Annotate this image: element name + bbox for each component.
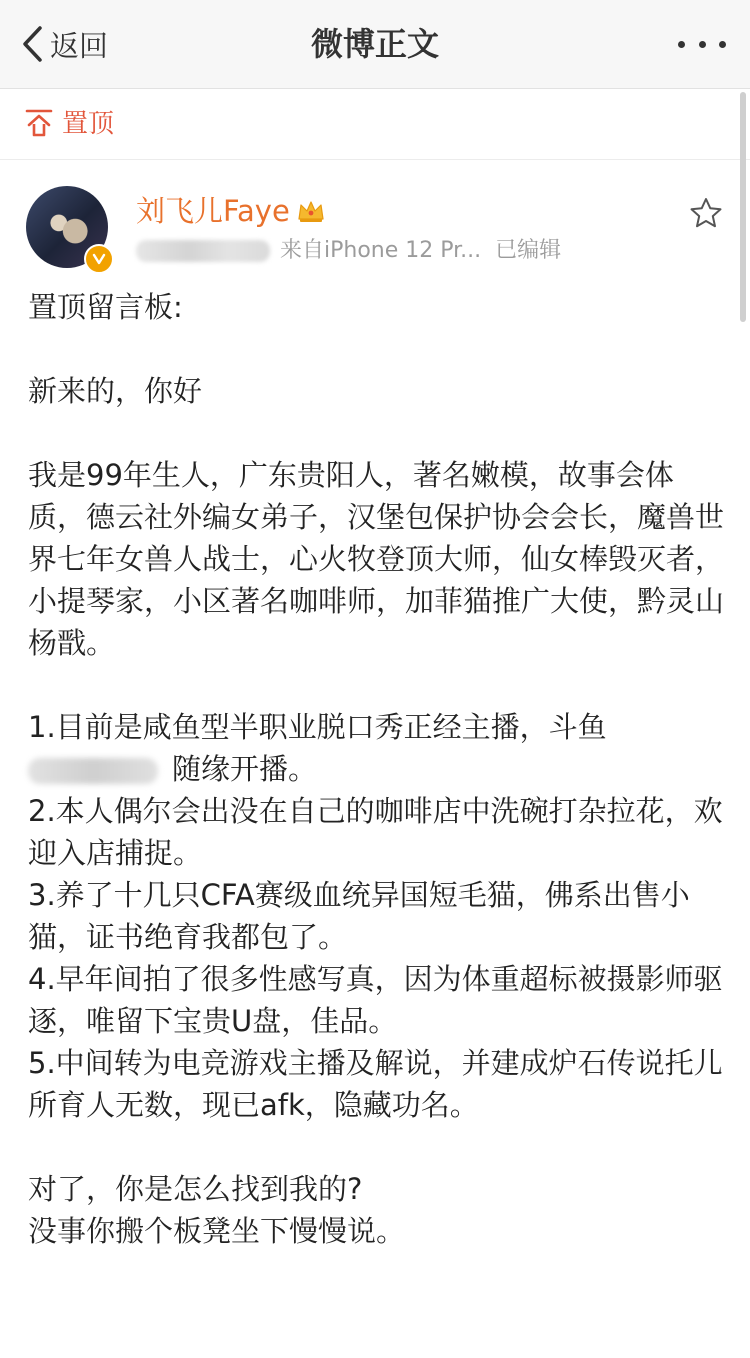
- page-title: 微博正文: [310, 25, 439, 63]
- list-item: [28, 706, 728, 790]
- list-item: 3.养了十几只CFA赛级血统异国短毛猫，佛系出售小猫，证书绝育我都包了。: [28, 878, 690, 954]
- pin-bar: [0, 89, 750, 160]
- post-content: [28, 286, 728, 1252]
- edited-label: 已编辑: [495, 238, 562, 263]
- post-source: 来自iPhone 12 Pr...: [280, 238, 482, 263]
- post-intro: 我是99年生人，广东贵阳人，著名嫩模，故事会体质，德云社外编女弟子，汉堡包保护协会会长，魔兽世界七年女兽人战士，心火牧登顶大师，仙女棒毁灭者，小提琴家，小区著名咖啡师，加菲猫推广大使，黔灵山杨戬。: [28, 458, 725, 660]
- list-item: 4.早年间拍了很多性感写真，因为体重超标被摄影师驱逐，唯留下宝贵U盘，佳品。: [28, 962, 723, 1038]
- navbar: [0, 0, 750, 89]
- list-item: 5.中间转为电竞游戏主播及解说，并建成炉石传说托儿所育人无数，现已afk，隐藏功名。: [28, 1046, 723, 1122]
- pin-top-icon: [24, 108, 54, 138]
- list-item: 2.本人偶尔会出没在自己的咖啡店中洗碗打杂拉花，欢迎入店捕捉。: [28, 794, 723, 870]
- more-dot-icon: [699, 41, 706, 48]
- verified-badge-icon: [84, 244, 114, 274]
- scrollbar[interactable]: [740, 92, 746, 322]
- blurred-timestamp: [136, 240, 270, 262]
- list-item-text: 1.目前是咸鱼型半职业脱口秀正经主播，斗鱼: [28, 710, 607, 744]
- pin-label: 置顶: [62, 109, 115, 139]
- post-closing: 对了，你是怎么找到我的?: [28, 1172, 363, 1206]
- blurred-room-id: [28, 758, 158, 784]
- author-name-text: 刘飞儿Faye: [136, 194, 290, 228]
- more-button[interactable]: [678, 30, 726, 58]
- list-item-text: 随缘开播。: [172, 752, 318, 786]
- more-dot-icon: [678, 41, 685, 48]
- crown-icon: [296, 197, 326, 225]
- star-icon[interactable]: [689, 196, 723, 230]
- back-label: 返回: [50, 28, 109, 63]
- post-closing: 没事你搬个板凳坐下慢慢说。: [28, 1214, 406, 1248]
- post-heading: 置顶留言板:: [28, 290, 183, 324]
- more-dot-icon: [719, 41, 726, 48]
- post-meta: [136, 236, 561, 266]
- author-name[interactable]: [136, 192, 326, 230]
- post-greeting: 新来的，你好: [28, 374, 203, 408]
